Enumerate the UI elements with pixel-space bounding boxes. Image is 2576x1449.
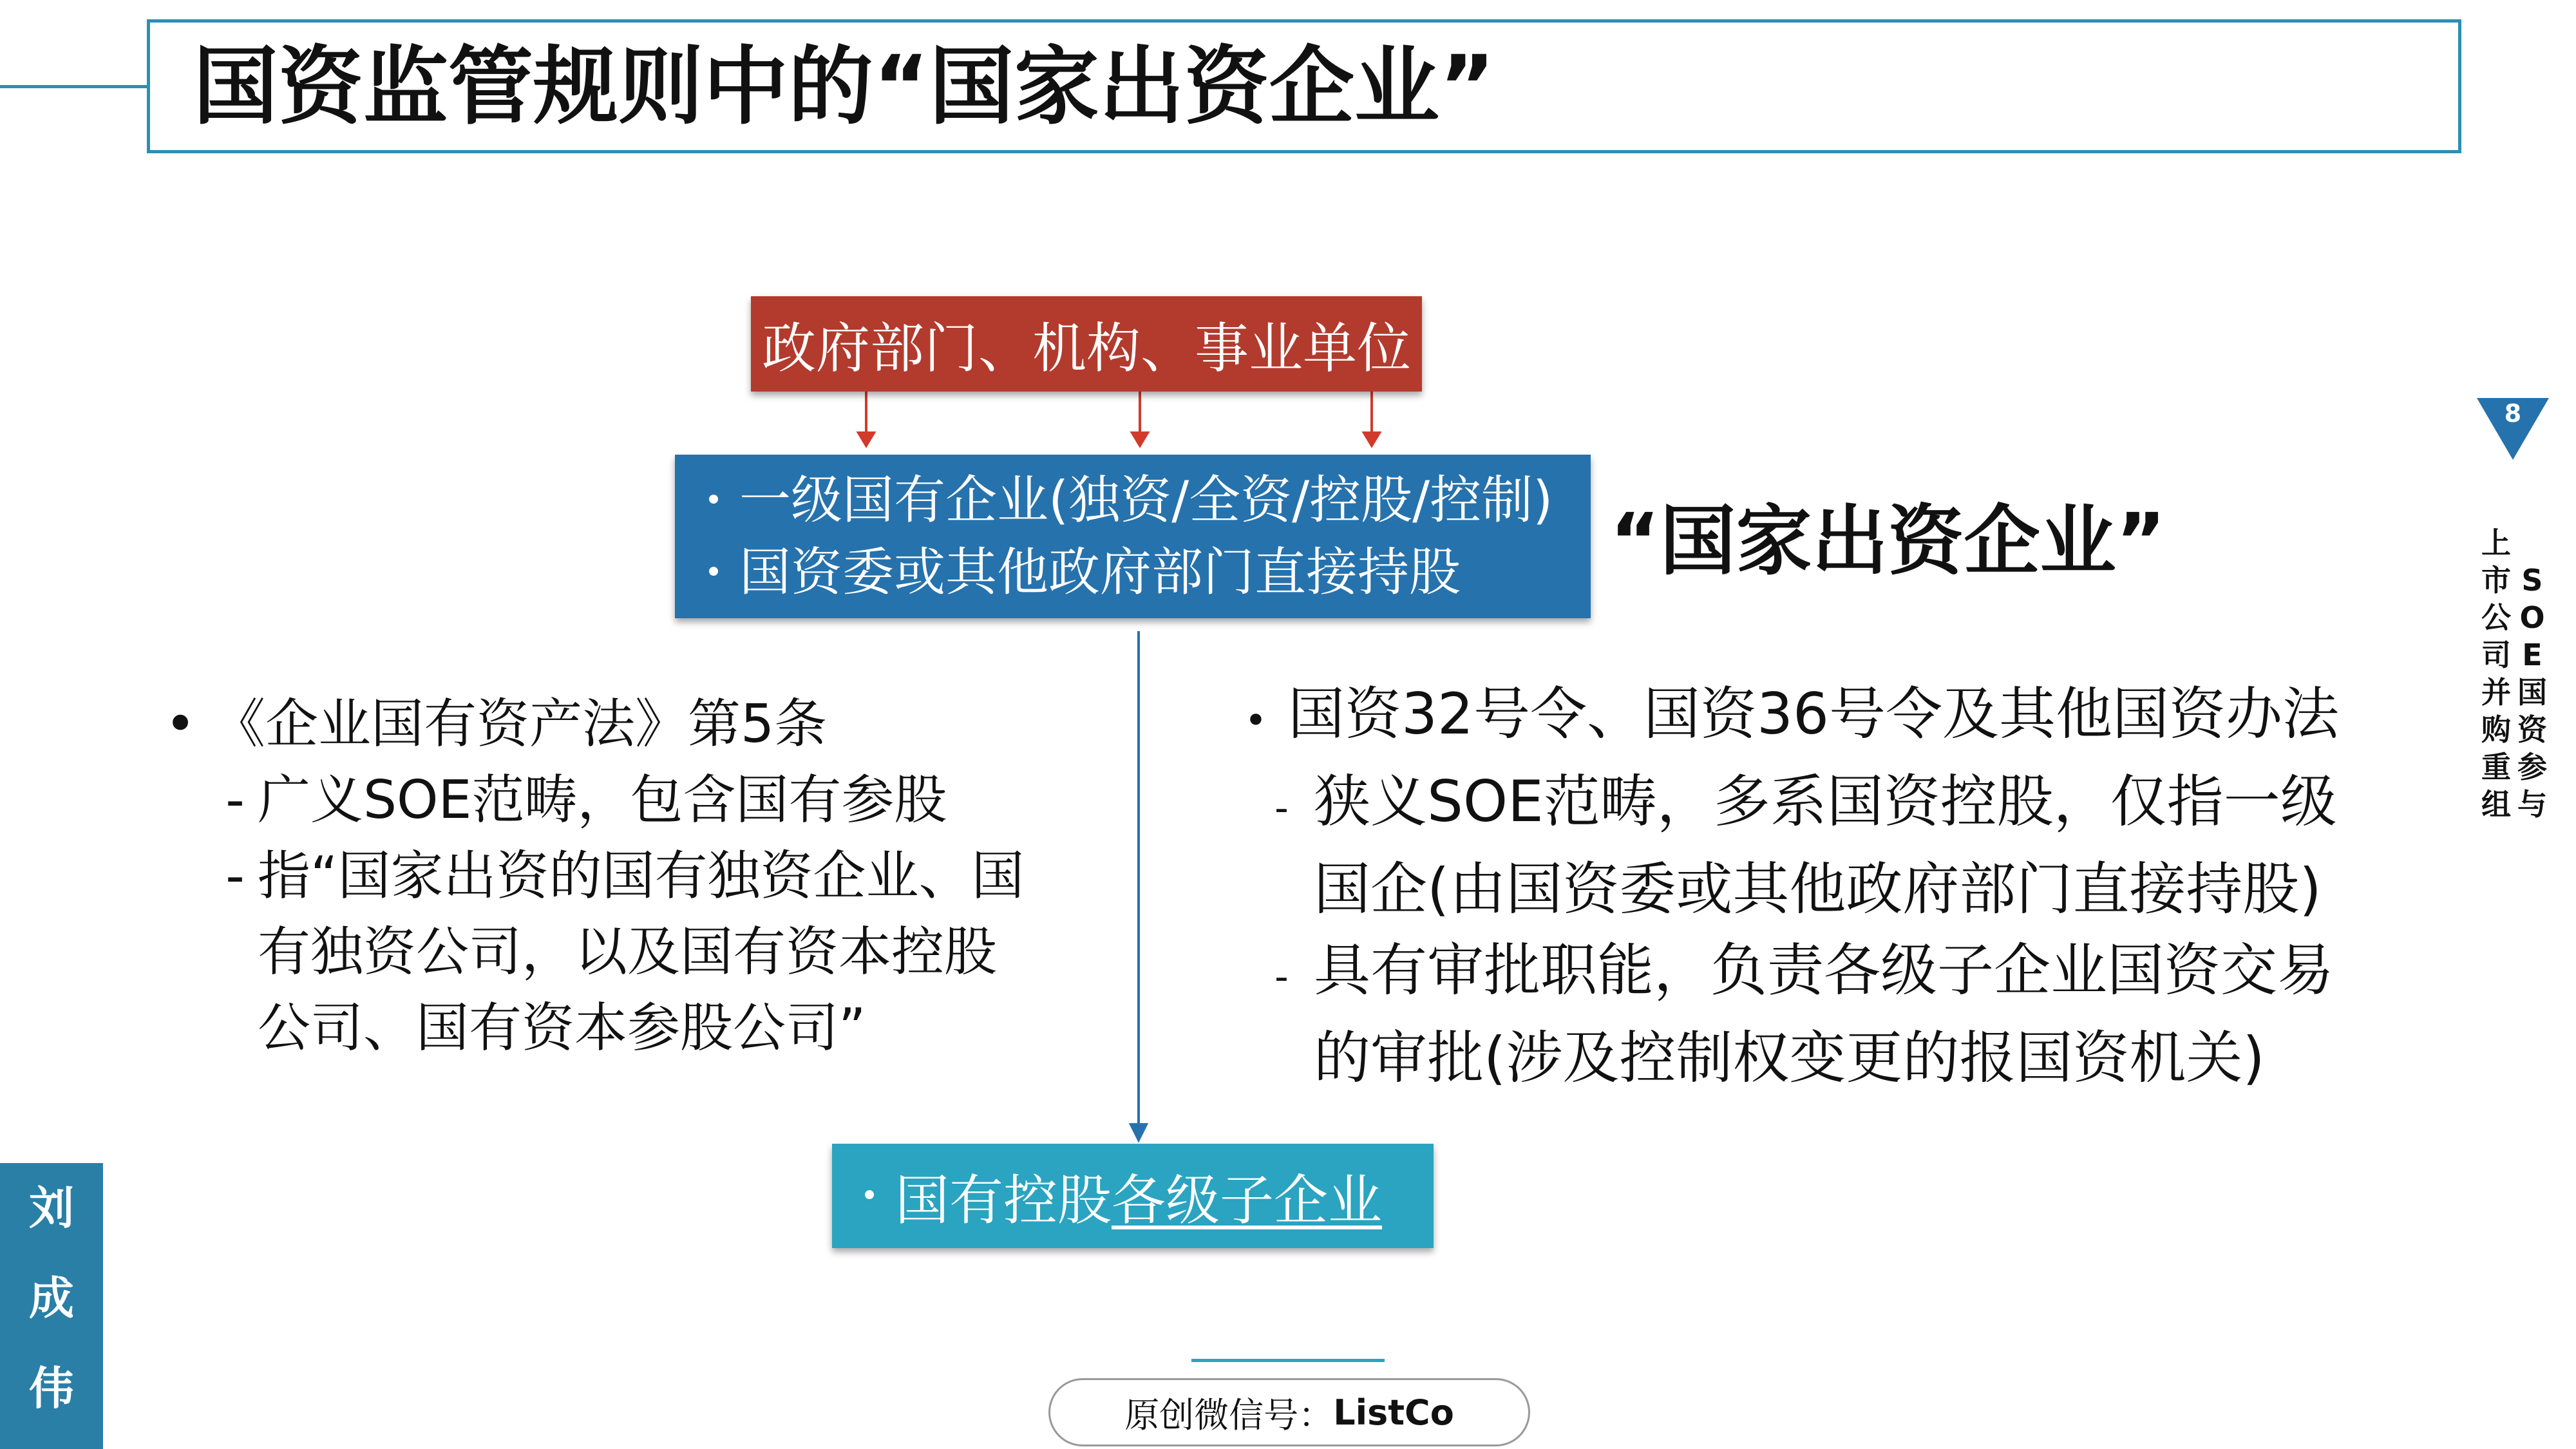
subsidiary-box: • 国有控股 各级子企业: [832, 1144, 1434, 1248]
left-sub-item-cont: 有独资公司，以及国有资本控股: [258, 922, 998, 983]
left-sub-item-cont: 公司、国有资本参股公司”: [258, 998, 866, 1059]
author-sidebar: 刘 成 伟: [0, 1163, 103, 1449]
right-sub-item: - 具有审批职能，负责各级子企业国资交易: [1274, 937, 2334, 1003]
left-sub-item: - 广义SOE范畴，包含国有参股: [225, 770, 947, 831]
government-box: 政府部门、机构、事业单位: [751, 296, 1422, 392]
blue-box-item: • 一级国有企业(独资/全资/控股/控制): [688, 464, 1591, 536]
bullet-dot: •: [704, 482, 723, 518]
right-sub-item-cont: 国企(由国资委或其他政府部门直接持股): [1314, 856, 2322, 922]
first-level-soe-box: [675, 455, 1591, 618]
footer-accent-line: [1191, 1359, 1385, 1362]
blue-box-item: • 国资委或其他政府部门直接持股: [688, 536, 1591, 609]
arrow-red-1-head: [858, 433, 874, 446]
page-title: 国资监管规则中的“国家出资企业”: [193, 37, 1495, 137]
left-text-block: [148, 687, 1024, 1066]
left-bullet: • 《企业国有资产法》第5条: [164, 694, 828, 755]
right-sub-item-cont: 的审批(涉及控制权变更的报国资机关): [1314, 1025, 2265, 1091]
bullet-dot: •: [860, 1178, 879, 1214]
wechat-account-badge: 原创微信号： ListCo: [1048, 1378, 1530, 1446]
state-funded-enterprise-label: “国家出资企业”: [1610, 497, 2166, 585]
right-bullet: • 国资32号令、国资36号令及其他国资办法: [1244, 681, 2339, 747]
right-sub-item: - 狭义SOE范畴，多系国资控股，仅指一级: [1274, 768, 2337, 835]
left-sub-item: - 指“国家出资的国有独资企业、国: [225, 846, 1025, 907]
arrow-blue-down-head: [1131, 1124, 1146, 1140]
arrow-red-2-head: [1132, 433, 1148, 446]
subsidiary-highlight: 各级子企业: [1112, 1168, 1383, 1232]
right-text-block: [1224, 674, 2339, 1099]
arrow-red-3-head: [1364, 433, 1379, 446]
sidebar-column-2: 上 市 公 司 并 购 重 组: [2481, 526, 2511, 822]
bullet-dot: •: [704, 554, 723, 591]
page-number: 8: [2504, 399, 2522, 428]
sidebar-column-1: S O E 国 资 参 与: [2517, 563, 2547, 822]
